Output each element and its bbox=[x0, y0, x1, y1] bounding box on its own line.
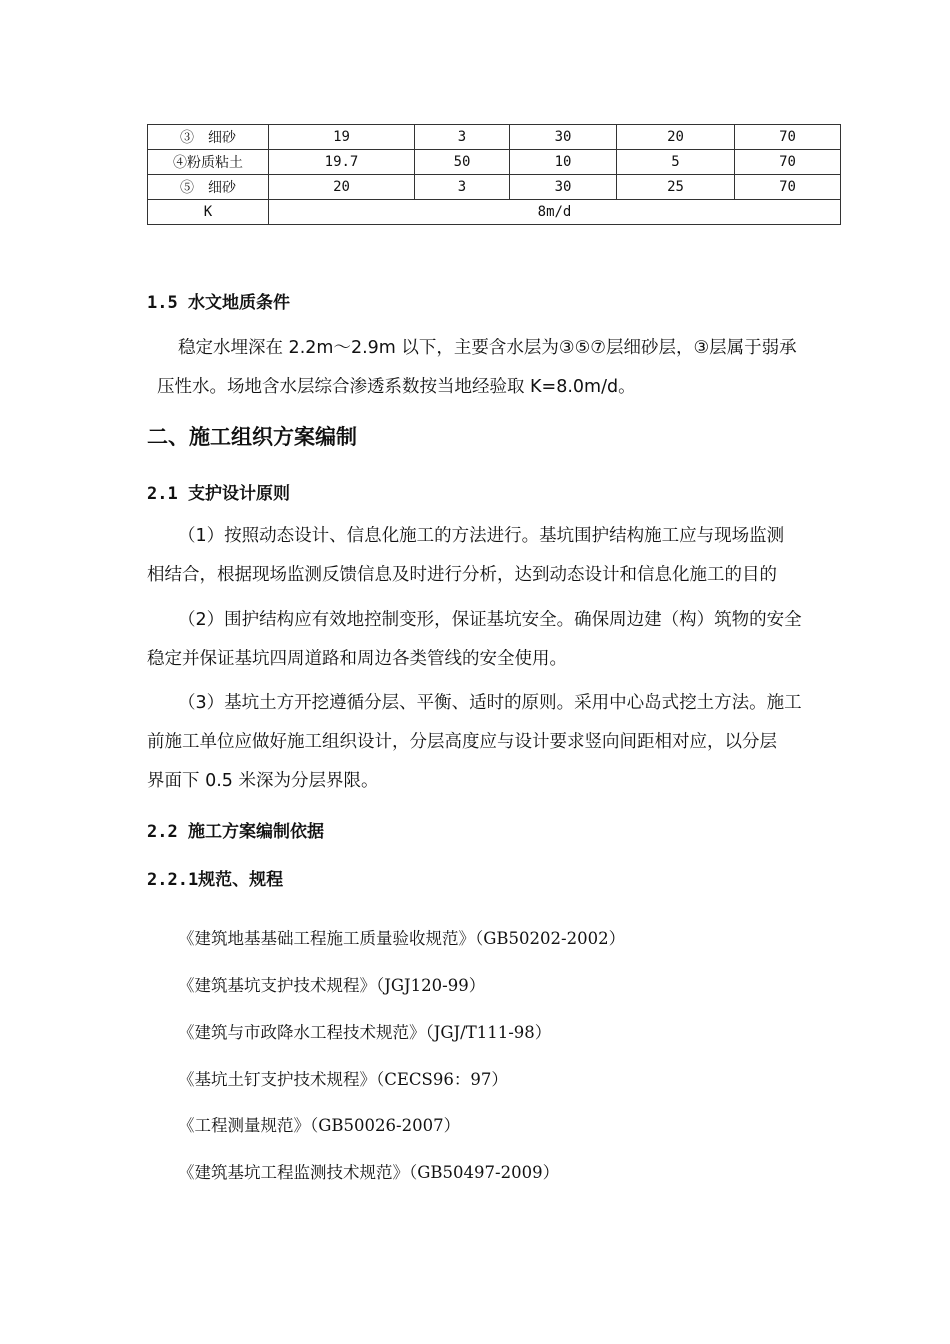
table-cell: 20 bbox=[617, 125, 735, 150]
standard-reference: 《基坑土钉支护技术规程》（CECS96：97） bbox=[178, 1070, 508, 1089]
table-cell: 70 bbox=[735, 125, 841, 150]
section-1-5-paragraph bbox=[147, 329, 840, 407]
table-cell: 10 bbox=[510, 150, 617, 175]
table-cell: 5 bbox=[617, 150, 735, 175]
section-2-heading: 二、施工组织方案编制 bbox=[147, 425, 357, 449]
principle-paragraph-3 bbox=[147, 684, 840, 801]
table-cell: 50 bbox=[415, 150, 510, 175]
section-2-2-heading: 2.2 施工方案编制依据 bbox=[147, 822, 324, 842]
paragraph-line: 相结合，根据现场监测反馈信息及时进行分析，达到动态设计和信息化施工的目的 bbox=[147, 565, 777, 585]
table-row bbox=[148, 150, 841, 175]
k-value-cell: 8m/d bbox=[269, 200, 841, 225]
soil-parameter-table bbox=[147, 124, 841, 225]
principle-paragraph-1 bbox=[147, 517, 840, 595]
paragraph-line: （2）围护结构应有效地控制变形，保证基坑安全。确保周边建（构）筑物的安全 bbox=[178, 610, 802, 630]
table-cell: 30 bbox=[510, 125, 617, 150]
table-cell: 30 bbox=[510, 175, 617, 200]
paragraph-line: 前施工单位应做好施工组织设计，分层高度应与设计要求竖向间距相对应，以分层 bbox=[147, 732, 777, 752]
standard-reference: 《建筑基坑工程监测技术规范》（GB50497-2009） bbox=[178, 1163, 560, 1182]
table-cell: 70 bbox=[735, 150, 841, 175]
paragraph-line: 稳定水埋深在 2.2m～2.9m 以下，主要含水层为③⑤⑦层细砂层，③层属于弱承 bbox=[178, 338, 797, 358]
paragraph-line: 压性水。场地含水层综合渗透系数按当地经验取 K=8.0m/d。 bbox=[157, 377, 636, 397]
table-row-k bbox=[148, 200, 841, 225]
section-1-5-heading: 1.5 水文地质条件 bbox=[147, 293, 290, 313]
paragraph-line: （1）按照动态设计、信息化施工的方法进行。基坑围护结构施工应与现场监测 bbox=[178, 526, 785, 546]
table-row bbox=[148, 175, 841, 200]
table-cell: 20 bbox=[269, 175, 415, 200]
paragraph-line: （3）基坑土方开挖遵循分层、平衡、适时的原则。采用中心岛式挖土方法。施工 bbox=[178, 693, 802, 713]
table-cell: 70 bbox=[735, 175, 841, 200]
table-row bbox=[148, 125, 841, 150]
paragraph-line: 稳定并保证基坑四周道路和周边各类管线的安全使用。 bbox=[147, 649, 567, 669]
paragraph-line: 界面下 0.5 米深为分层界限。 bbox=[147, 771, 379, 791]
section-2-1-heading: 2.1 支护设计原则 bbox=[147, 484, 290, 504]
table-cell: 19 bbox=[269, 125, 415, 150]
standard-reference: 《工程测量规范》（GB50026-2007） bbox=[178, 1116, 461, 1135]
table-cell: ④粉质粘土 bbox=[148, 150, 269, 175]
k-label-cell: K bbox=[148, 200, 269, 225]
table-cell: 25 bbox=[617, 175, 735, 200]
table-cell: ③ 细砂 bbox=[148, 125, 269, 150]
standard-reference: 《建筑与市政降水工程技术规范》（JGJ/T111-98） bbox=[178, 1023, 552, 1042]
table-cell: 3 bbox=[415, 125, 510, 150]
table-cell: 19.7 bbox=[269, 150, 415, 175]
standard-reference: 《建筑地基基础工程施工质量验收规范》（GB50202-2002） bbox=[178, 929, 626, 948]
standard-reference: 《建筑基坑支护技术规程》（JGJ120-99） bbox=[178, 976, 486, 995]
principle-paragraph-2 bbox=[147, 601, 840, 679]
table-cell: 3 bbox=[415, 175, 510, 200]
section-2-2-1-heading: 2.2.1规范、规程 bbox=[147, 870, 284, 890]
table-cell: ⑤ 细砂 bbox=[148, 175, 269, 200]
